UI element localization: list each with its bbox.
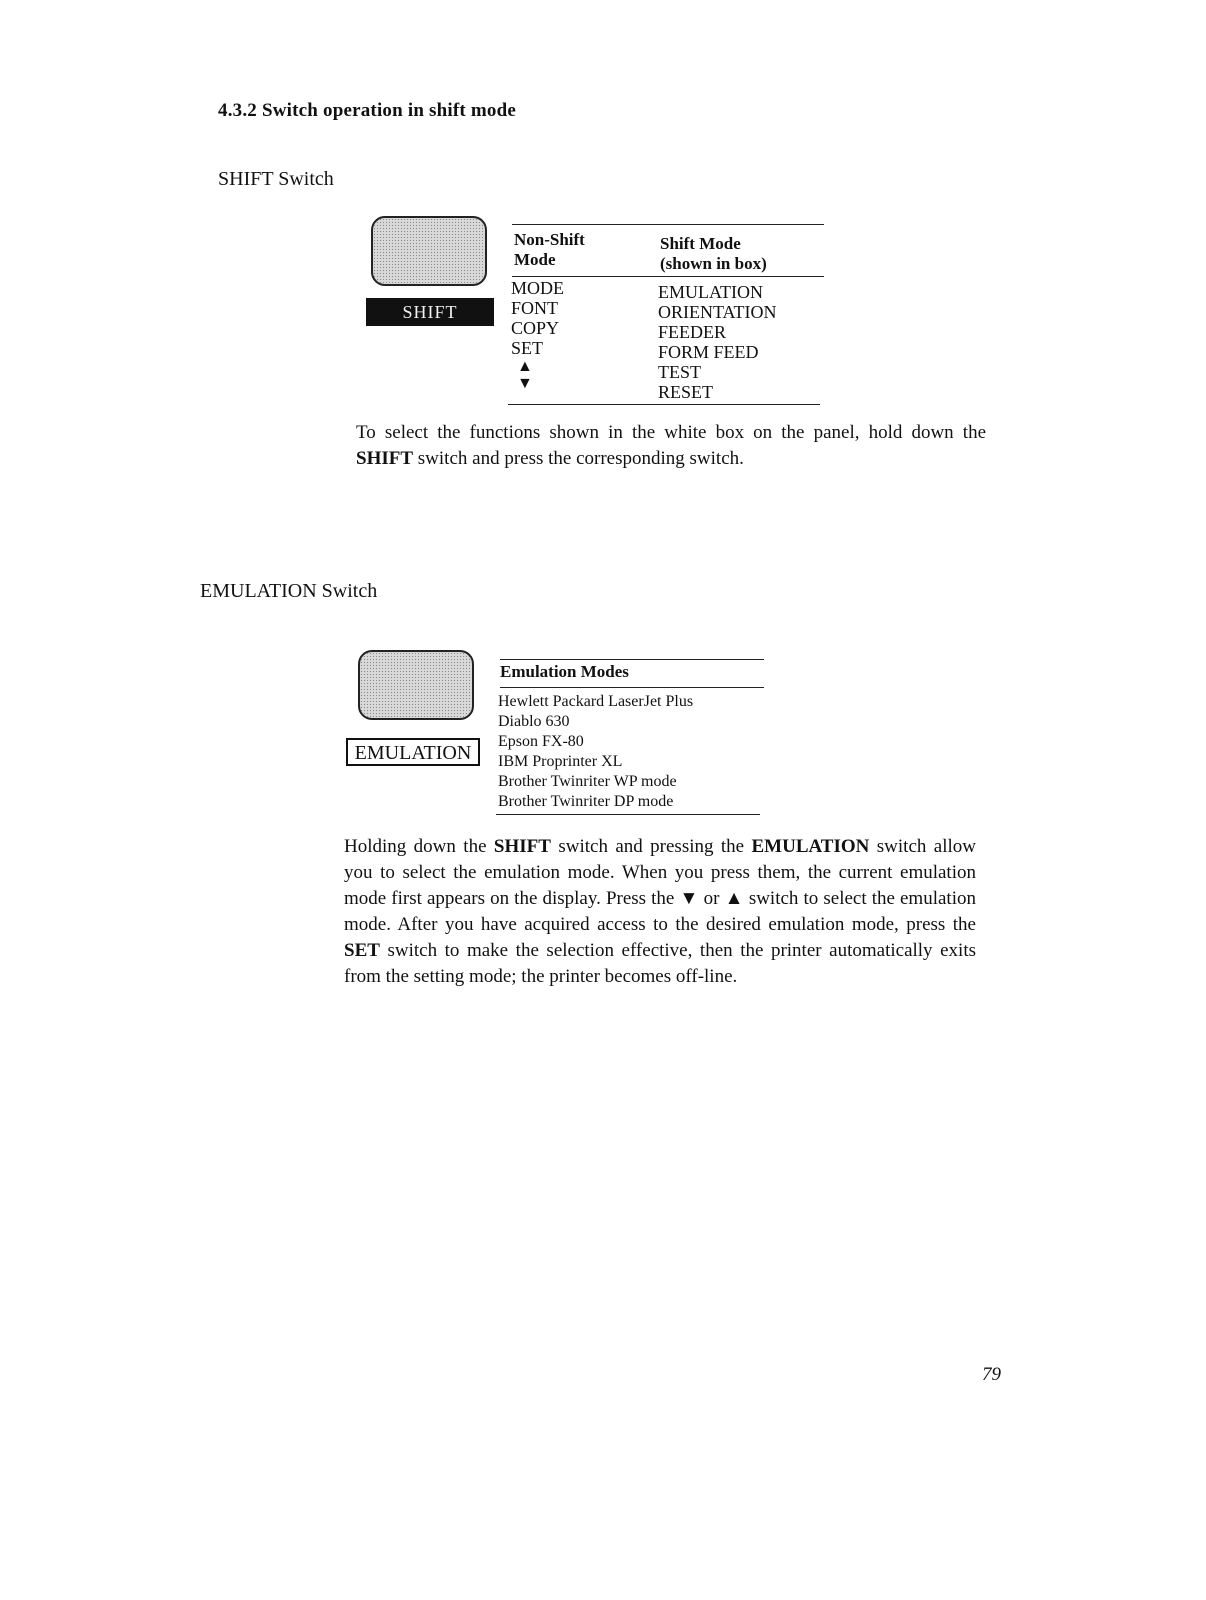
emul-desc-text: switch and pressing the [550, 836, 752, 857]
col2-header-line2: (shown in box) [660, 254, 767, 273]
emul-desc-text: or [698, 888, 725, 909]
emulation-table-header: Emulation Modes [500, 662, 629, 681]
up-triangle-icon: ▲ [724, 888, 744, 909]
list-item: Diablo 630 [498, 713, 570, 730]
shift-table-col1 [511, 278, 564, 392]
emul-desc-text: switch to make the selection effective, then the printer automatically exits from the setting mode; the printer becomes off-line. [344, 940, 976, 987]
shift-table-col2-header [660, 234, 767, 274]
emul-desc-bold: SET [344, 940, 380, 961]
emul-desc-text: Holding down the [344, 836, 494, 857]
table-cell: MODE [511, 278, 564, 298]
col1-header-line1: Non-Shift [514, 230, 585, 249]
table-cell: SET [511, 338, 544, 358]
emul-desc-text: switch allow you to select the emulation mode. When you press them, the current emulation mode first appears on the display. Press the [344, 836, 976, 909]
emul-desc-text: switch to select the emulation mode. After you have acquired access to the desired emulation mode, press the [344, 888, 976, 935]
section-number: 4.3.2 [218, 100, 257, 121]
shift-desc-text: To select the functions shown in the white box on the panel, hold down the [356, 422, 986, 443]
table-cell: FORM FEED [658, 342, 759, 362]
shift-key-icon [371, 216, 487, 286]
list-item: Brother Twinriter WP mode [498, 773, 677, 790]
section-title: Switch operation in shift mode [261, 100, 517, 121]
shift-desc-bold: SHIFT [356, 448, 414, 469]
shift-table-bottom-rule [508, 404, 820, 405]
list-item: Brother Twinriter DP mode [498, 793, 674, 810]
emulation-modes-list [498, 692, 693, 812]
shift-switch-heading: SHIFT Switch [218, 168, 334, 190]
shift-desc-text: switch and press the corresponding switch. [413, 448, 744, 469]
table-cell: RESET [658, 382, 714, 402]
shift-key-label: SHIFT [366, 298, 494, 326]
list-item: IBM Proprinter XL [498, 753, 623, 770]
emul-desc-bold: EMULATION [751, 836, 870, 857]
col1-header-line2: Mode [514, 250, 556, 269]
shift-table-col1-header [514, 230, 585, 270]
emulation-description [344, 834, 976, 990]
emulation-table-bottom-rule [496, 814, 760, 815]
table-cell: FEEDER [658, 322, 727, 342]
list-item: Epson FX-80 [498, 733, 584, 750]
shift-description [356, 420, 986, 472]
down-arrow-icon: ▼ [517, 375, 533, 392]
table-cell: COPY [511, 318, 560, 338]
shift-table-col2 [658, 282, 777, 402]
emulation-table-top-rule [500, 659, 764, 660]
table-cell: ORIENTATION [658, 302, 777, 322]
list-item: Hewlett Packard LaserJet Plus [498, 693, 694, 710]
table-cell: TEST [658, 362, 701, 382]
emulation-table-header-rule [500, 687, 764, 688]
table-cell: FONT [511, 298, 559, 318]
table-cell: EMULATION [658, 282, 763, 302]
col2-header-line1: Shift Mode [660, 234, 741, 253]
down-triangle-icon: ▼ [679, 888, 699, 909]
emul-desc-bold: SHIFT [493, 836, 551, 857]
shift-table-header-rule [512, 276, 824, 277]
page-number: 79 [982, 1364, 1001, 1385]
shift-table-top-rule [512, 224, 824, 225]
emulation-key-label: EMULATION [346, 738, 480, 766]
emulation-key-icon [358, 650, 474, 720]
section-heading [218, 100, 516, 122]
emulation-switch-heading: EMULATION Switch [200, 580, 378, 602]
up-arrow-icon: ▲ [517, 358, 533, 375]
